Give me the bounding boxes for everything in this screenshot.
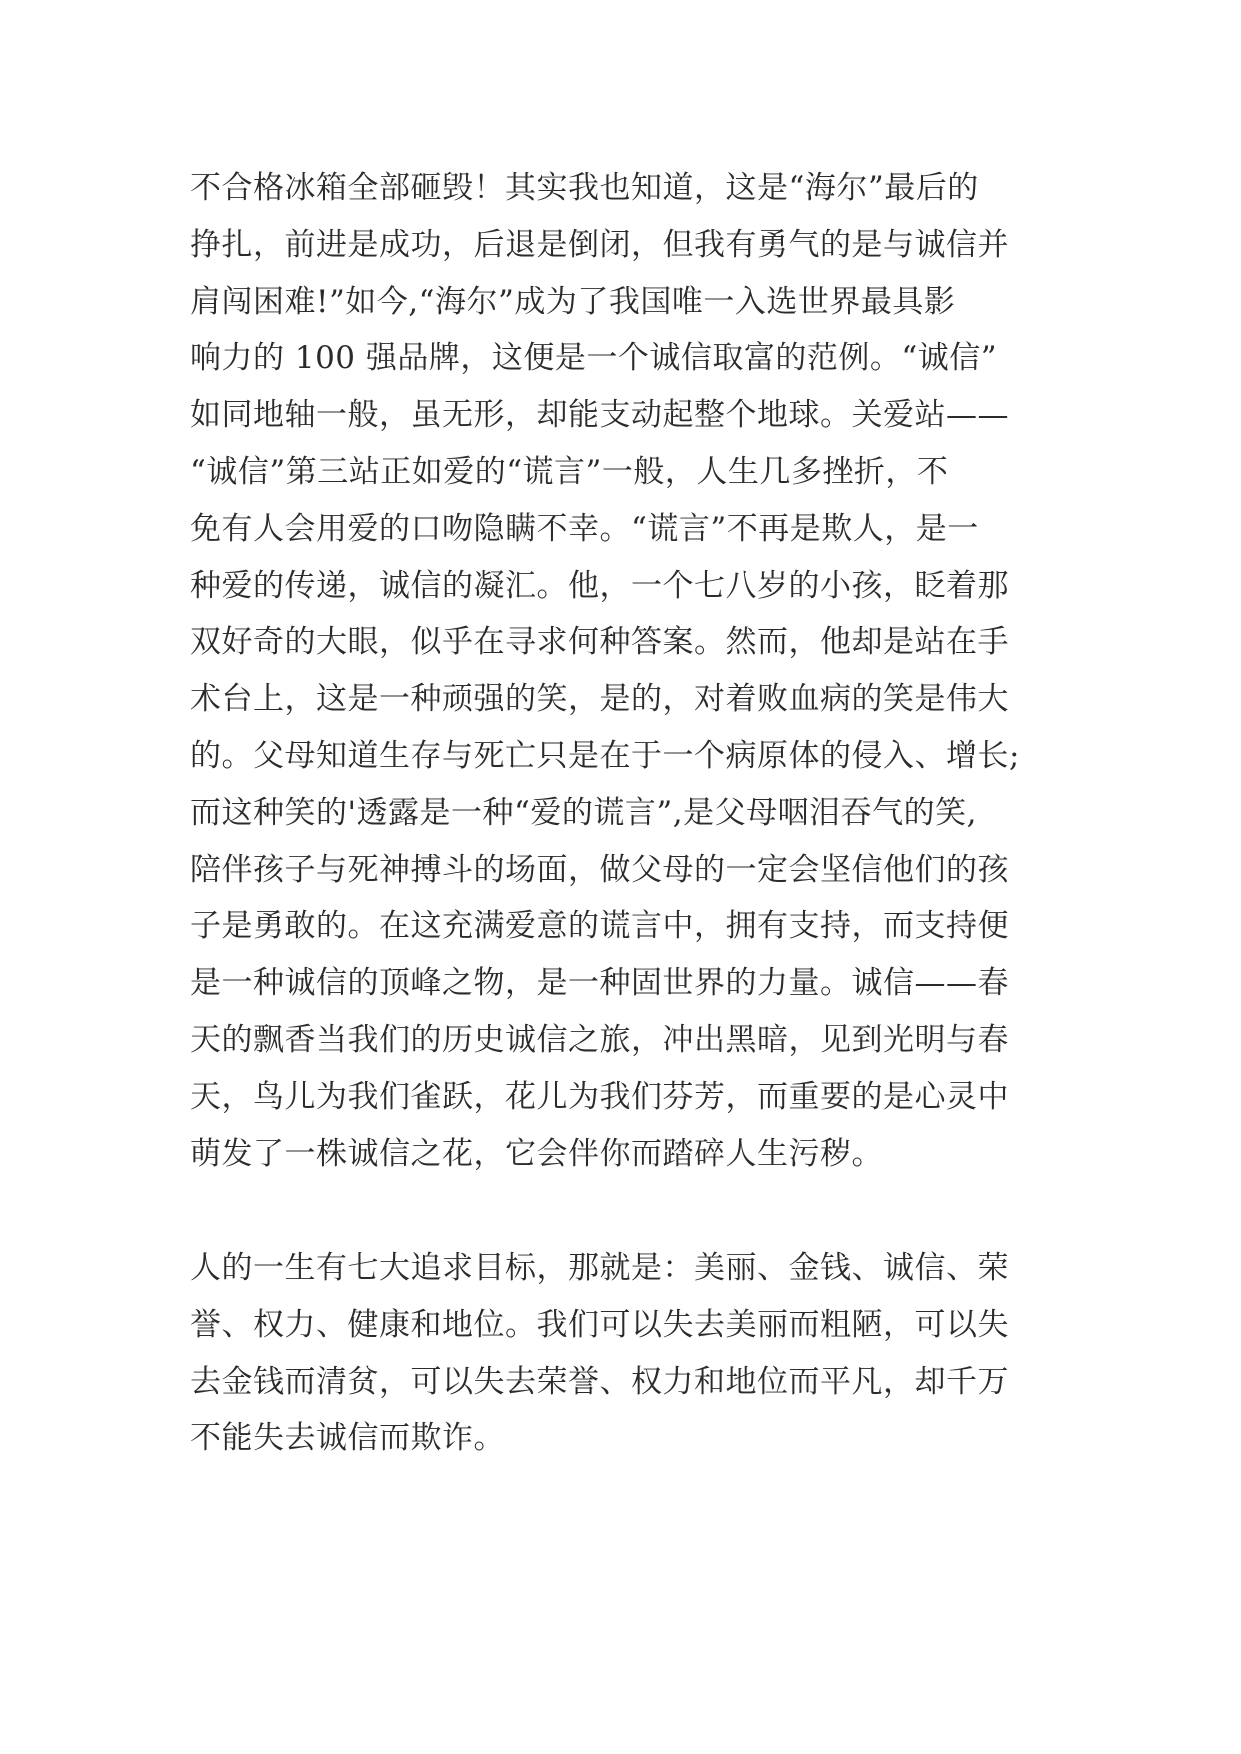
text-line: 双好奇的大眼，似乎在寻求何种答案。然而，他却是站在手: [190, 624, 1009, 661]
text-line: 响力的 100 强品牌，这便是一个诚信取富的范例。“诚信”: [190, 340, 998, 377]
text-line: 的。父母知道生存与死亡只是在于一个病原体的侵入、增长;: [190, 737, 1020, 774]
text-line: 誉、权力、健康和地位。我们可以失去美丽而粗陋，可以失: [190, 1306, 1009, 1343]
text-line: 如同地轴一般，虽无形，却能支动起整个地球。关爱站——: [190, 397, 1009, 434]
paragraph-2: [190, 1240, 1060, 1467]
text-line: 肩闯困难!”如今,“海尔”成为了我国唯一入选世界最具影: [190, 283, 956, 320]
text-line: 天，鸟儿为我们雀跃，花儿为我们芬芳，而重要的是心灵中: [190, 1078, 1009, 1115]
text-line: 天的飘香当我们的历史诚信之旅，冲出黑暗，见到光明与春: [190, 1021, 1009, 1058]
text-line: 术台上，这是一种顽强的笑，是的，对着败血病的笑是伟大: [190, 681, 1009, 718]
text-line: 人的一生有七大追求目标，那就是：美丽、金钱、诚信、荣: [190, 1250, 1009, 1286]
text-line: “诚信”第三站正如爱的“谎言”一般，人生几多挫折，不: [190, 453, 949, 490]
text-line: 陪伴孩子与死神搏斗的场面，做父母的一定会坚信他们的孩: [190, 851, 1009, 888]
text-line: 去金钱而清贫，可以失去荣誉、权力和地位而平凡，却千万: [190, 1363, 1009, 1400]
text-line: 萌发了一株诚信之花，它会伴你而踏碎人生污秽。: [190, 1135, 883, 1172]
text-line: 是一种诚信的顶峰之物，是一种固世界的力量。诚信——春: [190, 965, 1009, 1002]
text-line: 挣扎，前进是成功，后退是倒闭，但我有勇气的是与诚信并: [190, 226, 1009, 263]
paragraph-1: [190, 160, 1060, 1182]
text-line: 而这种笑的'透露是一种“爱的谎言”,是父母咽泪吞气的笑,: [190, 794, 977, 831]
text-line: 免有人会用爱的口吻隐瞒不幸。“谎言”不再是欺人，是一: [190, 510, 979, 547]
text-line: 种爱的传递，诚信的凝汇。他，一个七八岁的小孩，眨着那: [190, 567, 1009, 604]
text-line: 不能失去诚信而欺诈。: [190, 1420, 505, 1457]
text-line: 子是勇敢的。在这充满爱意的谎言中，拥有支持，而支持便: [190, 908, 1009, 945]
text-line: 不合格冰箱全部砸毁！其实我也知道，这是“海尔”最后的: [190, 170, 979, 206]
